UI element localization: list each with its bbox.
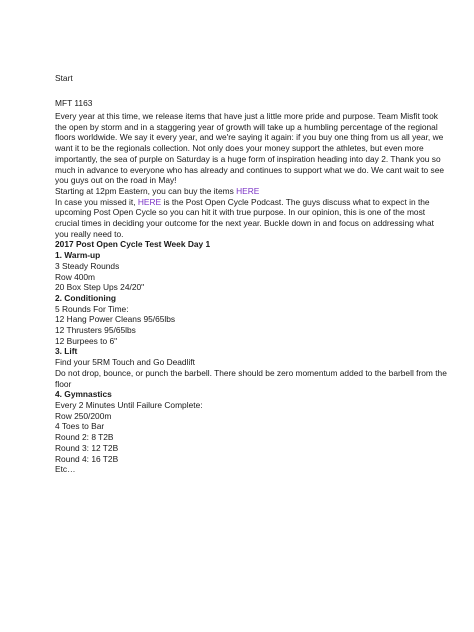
- intro-line: importantly, the sea of purple on Saturday is a huge form of inspiration heading into day 2. Thank you so: [55, 153, 441, 164]
- intro-line: want it to be the regionals collection. Not only does your money support the athletes, but even more: [55, 143, 424, 154]
- intro-line: much in advance to everyone who has already and continues to support what we do. We cant wait to see: [55, 164, 445, 175]
- items-link[interactable]: HERE: [236, 185, 260, 196]
- intro-line: you guys out on the road in May!: [55, 175, 177, 186]
- intro-paragraph: [55, 111, 445, 186]
- section-line: 12 Burpees to 6": [55, 335, 118, 346]
- section-line: 4 Toes to Bar: [55, 421, 105, 432]
- section-line: 5 Rounds For Time:: [55, 303, 129, 314]
- section-conditioning: [55, 293, 430, 347]
- section-heading: 2. Conditioning: [55, 292, 116, 303]
- section-heading: 1. Warm-up: [55, 250, 101, 261]
- section-line: floor: [55, 378, 72, 389]
- document-code: MFT 1163: [55, 98, 93, 108]
- items-line: [55, 186, 430, 197]
- podcast-link[interactable]: HERE: [137, 196, 162, 207]
- podcast-line: [55, 197, 430, 208]
- section-warmup: [55, 250, 430, 293]
- podcast-text-line: upcoming Post Open Cycle so you can hit it with true purpose. In our opinion, this is one of the most: [55, 207, 426, 218]
- section-heading: 3. Lift: [55, 346, 78, 357]
- section-heading: 4. Gymnastics: [55, 389, 112, 400]
- section-line: 3 Steady Rounds: [55, 260, 120, 271]
- section-line: Round 2: 8 T2B: [55, 432, 114, 443]
- section-line: Do not drop, bounce, or punch the barbell. There should be zero momentum added to the barbell from the: [55, 367, 447, 378]
- section-line: 12 Thrusters 95/65lbs: [55, 325, 136, 336]
- podcast-text-line: crucial times in deciding your outcome for the next year. Buckle down in and focus on addressing what: [55, 218, 434, 229]
- section-line: Round 4: 16 T2B: [55, 453, 119, 464]
- section-line: Every 2 Minutes Until Failure Complete:: [55, 399, 203, 410]
- section-line: 20 Box Step Ups 24/20": [55, 282, 145, 293]
- start-label: Start: [55, 73, 73, 83]
- intro-line: the open by storm and in a staggering year of growth will take up a humbling percentage of the regional: [55, 121, 438, 132]
- intro-line: Every year at this time, we release items that have just a little more pride and purpose. Team Misfit took: [55, 111, 438, 121]
- section-line: Row 250/200m: [55, 410, 112, 421]
- section-line: Etc…: [55, 464, 76, 475]
- section-line: Round 3: 12 T2B: [55, 442, 119, 453]
- podcast-text-line: you really need to.: [55, 228, 124, 239]
- workout-title: 2017 Post Open Cycle Test Week Day 1: [55, 239, 211, 250]
- section-line: 12 Hang Power Cleans 95/65lbs: [55, 314, 176, 325]
- items-line-text: Starting at 12pm Eastern, you can buy the items: [55, 185, 237, 196]
- section-line: Find your 5RM Touch and Go Deadlift: [55, 357, 195, 368]
- intro-line: floors worldwide. We say it every year, and we're saying it again: if you buy one thing from us all year, we: [55, 132, 444, 143]
- section-line: Row 400m: [55, 271, 96, 282]
- section-lift: [55, 346, 447, 389]
- document-body: [55, 111, 447, 475]
- podcast-line-text: is the Post Open Cycle Podcast. The guys discuss what to expect in the: [161, 196, 430, 207]
- section-gymnastics: [55, 389, 430, 475]
- podcast-line-text: In case you missed it,: [55, 196, 138, 207]
